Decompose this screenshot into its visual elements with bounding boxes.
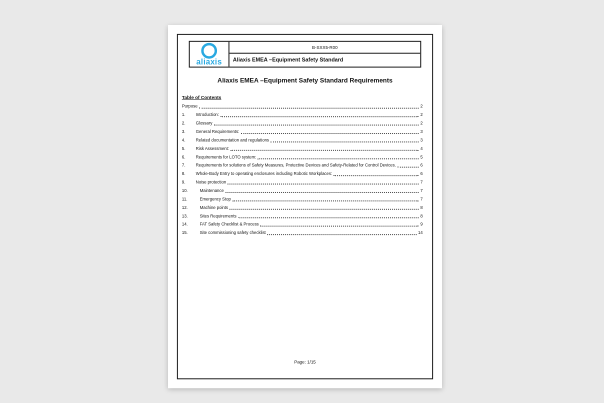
toc-heading: Table of Contents [181, 94, 222, 101]
toc-entry [182, 136, 423, 144]
toc-entry-label: FAT Safety Checklist & Process [199, 221, 259, 227]
toc-entry-label: Site commissioning safety checklist [199, 230, 266, 236]
toc-entry-page: 7 [420, 179, 423, 185]
toc-entry-number: 11. [181, 196, 188, 202]
toc-dot-leader [258, 158, 419, 159]
aliaxis-logo-text: aliaxis [196, 57, 222, 67]
toc-entry-label: Noise protection [195, 179, 227, 185]
toc-entry-label: Risk Assessment: [195, 145, 229, 151]
toc-dot-leader [241, 133, 419, 134]
toc-entry-number: 12. [181, 204, 188, 210]
toc-dot-leader [271, 141, 419, 142]
toc-entry-page: 4 [420, 145, 423, 151]
toc-entry-number: 4. [181, 137, 186, 143]
toc-entry-number: 10. [181, 188, 188, 193]
toc-entry-page: 8 [420, 204, 423, 210]
toc-dot-leader [214, 125, 419, 126]
toc-list [182, 102, 423, 237]
toc-entry-label: General Requirements: [195, 129, 240, 135]
toc-dot-leader [199, 108, 419, 109]
toc-entry [182, 170, 423, 178]
toc-dot-leader [334, 175, 419, 176]
toc-dot-leader [397, 167, 418, 168]
toc-entry-label: Introduction: [195, 112, 219, 118]
toc-entry-label: Requirements for solutions of Safety Measures, Protective Devices and Safety-Related for Control Devices. [195, 162, 396, 168]
aliaxis-ring-icon [201, 43, 217, 59]
toc-dot-leader [267, 234, 416, 235]
page-footer: Page: 1/15 [294, 359, 316, 365]
toc-entry-number: 3. [181, 129, 186, 135]
toc-entry [182, 119, 423, 127]
toc-entry-page: 7 [420, 188, 423, 193]
toc-entry [182, 178, 423, 186]
toc-entry-number: 15. [181, 230, 188, 236]
toc-entry-page: 5 [420, 154, 423, 160]
page-border-frame [177, 34, 433, 379]
toc-dot-leader [230, 209, 419, 210]
toc-dot-leader [238, 217, 419, 218]
document-header-title: Aliaxis EMEA –Equipment Safety Standard [232, 57, 344, 64]
toc-entry-number: 9. [181, 179, 186, 185]
toc-entry-number: 2. [181, 120, 186, 126]
toc-entry [182, 187, 423, 195]
document-code: B-SXX5-R00 [229, 42, 420, 54]
toc-dot-leader [260, 226, 419, 227]
toc-entry-page: 6 [420, 162, 423, 168]
toc-entry-number: 5. [181, 145, 186, 151]
toc-entry-label: Requirements for LOTO system: [195, 154, 257, 160]
aliaxis-logo [190, 42, 230, 67]
toc-entry-number: 1. [181, 112, 186, 118]
toc-entry [182, 229, 423, 237]
toc-entry-number: 7. [181, 162, 186, 168]
toc-entry-label: Emergency Stop [199, 196, 231, 202]
toc-entry-page: 3 [420, 137, 423, 143]
toc-entry-page: 7 [420, 196, 423, 202]
toc-entry-page: 2 [420, 103, 423, 109]
toc-entry-page: 3 [420, 129, 423, 135]
toc-entry-number: 8. [181, 171, 186, 177]
toc-entry-page: 9 [420, 221, 423, 227]
toc-dot-leader [225, 192, 419, 193]
toc-entry-number: 6. [181, 154, 186, 160]
toc-entry-label: Sites Requirements [199, 213, 237, 219]
toc-entry-label: Maintenance [199, 188, 224, 193]
toc-entry [182, 153, 423, 161]
toc-entry [182, 111, 423, 119]
toc-entry [182, 161, 423, 169]
toc-entry-number: 14. [181, 221, 188, 227]
toc-entry [182, 144, 423, 152]
toc-dot-leader [220, 116, 418, 117]
toc-entry [182, 203, 423, 211]
toc-entry-label: Purpose [181, 103, 198, 109]
toc-entry-label: Machine points [199, 204, 229, 210]
toc-entry-label: Whole-Body Entry to operating enclosures including Robotic Workplaces: [195, 171, 333, 177]
document-title: Aliaxis EMEA –Equipment Safety Standard Requirements [217, 76, 393, 84]
toc-dot-leader [232, 200, 419, 201]
toc-dot-leader [228, 184, 419, 185]
toc-entry [182, 102, 423, 110]
toc-entry-page: 8 [420, 213, 423, 219]
toc-entry [182, 195, 423, 203]
toc-entry-label: Related documentation and regulations [195, 137, 270, 143]
toc-entry-number: 13. [181, 213, 188, 219]
toc-entry-page: 2 [420, 112, 423, 118]
toc-entry [182, 220, 423, 228]
document-header-table [189, 41, 421, 68]
document-page [168, 25, 442, 388]
toc-entry [182, 128, 423, 136]
toc-entry-label: Glossary [195, 120, 213, 126]
toc-entry-page: 2 [420, 120, 423, 126]
toc-entry-page: 14 [417, 230, 423, 236]
toc-entry [182, 212, 423, 220]
toc-entry-page: 6 [420, 171, 423, 177]
toc-dot-leader [230, 150, 418, 151]
